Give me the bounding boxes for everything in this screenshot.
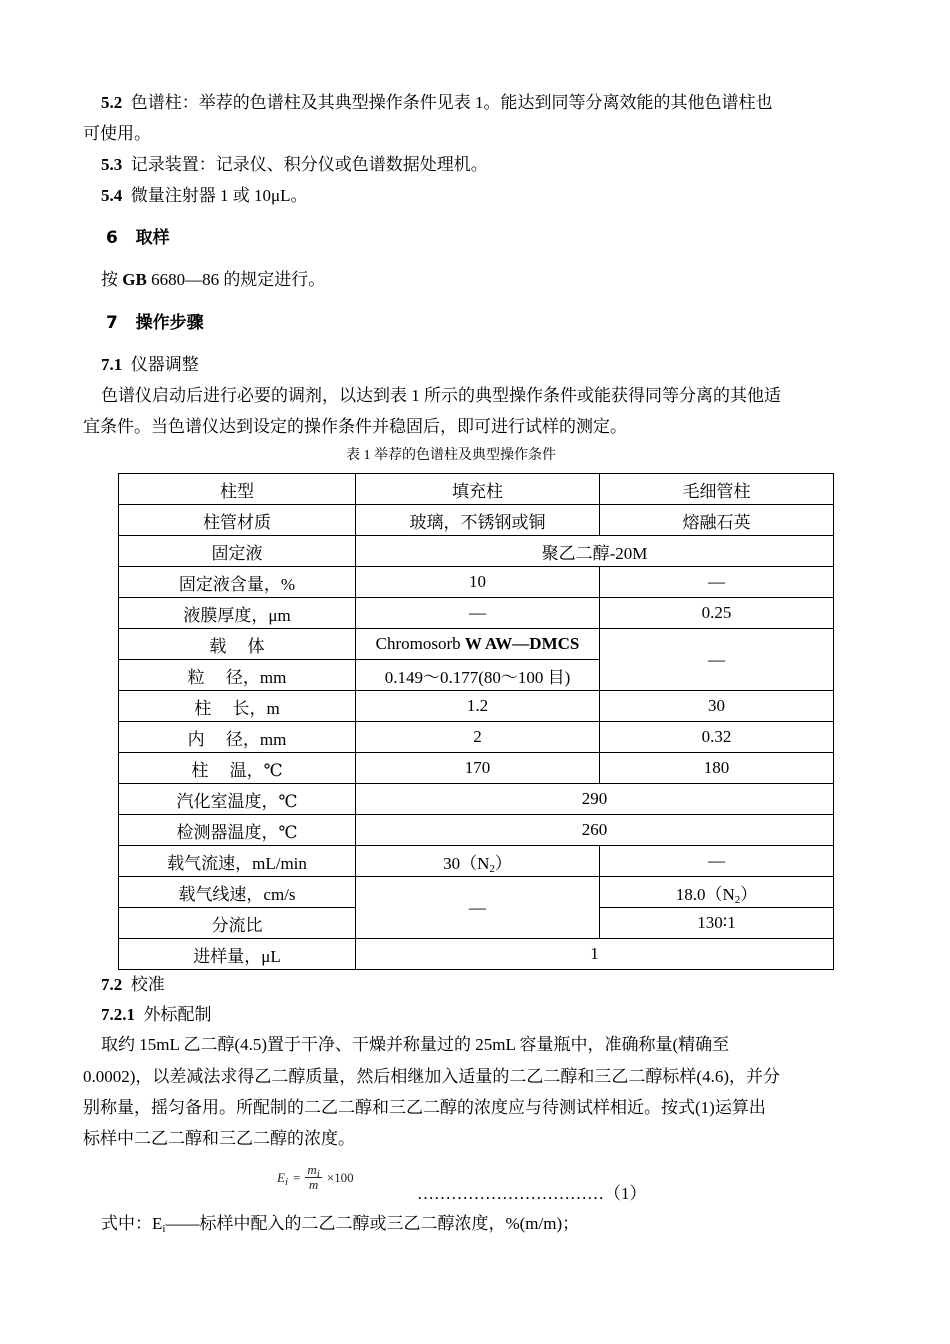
section-5-2-line1 [101,92,773,114]
sampling-text [101,269,325,291]
table-cell: — [600,567,834,598]
section-5-2-line2: 可使用。 [83,124,151,143]
section-title: 校准 [130,975,165,994]
section-text: 微量注射器 1 或 10μL。 [130,186,308,205]
cell-text: ） [494,853,512,873]
cell-text: Chromosorb [375,634,465,653]
table-cell: 聚乙二醇-20M [356,536,834,567]
subscript: 2 [489,862,495,875]
table-cell: 柱管材质 [119,505,356,536]
cell-text: ） [740,884,758,904]
table-cell: 液膜厚度，μm [119,598,356,629]
table-row [119,629,834,660]
table-row [119,505,834,536]
section-number: 7.1 [101,355,123,374]
text-part: 6680—86 的规定进行。 [146,270,326,289]
section-7-2-1-line4: 标样中二乙二醇和三乙二醇的浓度。 [83,1129,355,1148]
table-row [119,784,834,815]
table-cell: — [356,598,600,629]
formula-explanation [101,1213,579,1235]
table-cell: 汽化室温度，℃ [119,784,356,815]
table-cell: 0.149～0.177(80～100 目) [356,660,600,691]
table-cell: 分流比 [119,908,356,939]
formula-multiplier: ×100 [326,1169,354,1185]
table-cell: 固定液 [119,536,356,567]
fraction-numerator [305,1163,321,1178]
table-cell: 填充柱 [356,474,600,505]
cell-text: 30（N [443,853,490,873]
heading-7 [106,312,204,334]
table-cell: 1.2 [356,691,600,722]
formula-number: ……………………………（1） [417,1184,647,1203]
table-cell: 2 [356,722,600,753]
table-cell [356,846,600,877]
section-7-2-1-title [101,1004,212,1026]
table-cell: 检测器温度，℃ [119,815,356,846]
table-cell: 0.25 [600,598,834,629]
table-cell: 260 [356,815,834,846]
table-cell: 内 径，mm [119,722,356,753]
cell-text-bold: W AW—DMCS [464,634,580,653]
table-cell: 10 [356,567,600,598]
formula-symbol: m [307,1162,317,1177]
table-cell: — [600,846,834,877]
table-cell: 30 [600,691,834,722]
table-cell: 进样量，μL [119,939,356,970]
section-number: 7.2 [101,975,123,994]
subscript: i [284,1175,289,1188]
table-row [119,939,834,970]
section-title: 外标配制 [143,1005,212,1024]
subscript: i [162,1223,166,1235]
concentration-formula [277,1163,354,1192]
formula-symbol: E [277,1169,285,1185]
equals-sign: = [293,1169,301,1185]
table-cell: 1 [356,939,834,970]
section-5-4 [101,185,308,207]
table-row [119,877,834,908]
heading-6 [106,227,170,249]
formula-lhs [277,1170,288,1186]
section-title: 仪器调整 [130,355,199,374]
section-7-1-line2: 宜条件。当色谱仪达到设定的操作条件并稳固后，即可进行试样的测定。 [83,417,627,436]
table-row [119,753,834,784]
section-7-1-title [101,354,199,376]
table-cell: — [600,629,834,691]
table-cell: 170 [356,753,600,784]
table-row [119,722,834,753]
section-7-1-line1: 色谱仪启动后进行必要的调剂，以达到表 1 所示的典型操作条件或能获得同等分离的其他适 [101,386,781,405]
table-cell: 0.32 [600,722,834,753]
text-part: 按 [101,270,123,289]
table-caption: 表 1 举荐的色谱柱及典型操作条件 [346,448,556,463]
table-cell: 固定液含量，% [119,567,356,598]
section-number: 5.2 [101,93,123,112]
table-cell: 130∶1 [600,908,834,939]
heading-text: 操作步骤 [135,313,204,333]
table-cell: 柱型 [119,474,356,505]
table-cell: 毛细管柱 [600,474,834,505]
table-row [119,846,834,877]
table-cell: 290 [356,784,834,815]
subscript: 2 [734,893,741,906]
text-part: ——标样中配入的二乙二醇或三乙二醇浓度，%(m/m)； [165,1214,580,1233]
section-number: 5.4 [101,186,123,205]
cell-text: 18.0（N [675,884,735,904]
section-7-2-1-line1: 取约 15mL 乙二醇(4.5)置于干净、干燥并称量过的 25mL 容量瓶中，准确称量(精确至 [101,1035,730,1054]
table-cell: 熔融石英 [600,505,834,536]
text-part: 式中：E [101,1214,163,1233]
chromatography-conditions-table [118,473,834,970]
section-7-2-1-line2: 0.0002)，以差减法求得乙二醇质量，然后相继加入适量的二乙二醇和三乙二醇标样(4.6)，并分 [83,1067,780,1086]
standard-code: GB [122,270,147,289]
section-5-3 [101,154,488,176]
table-cell: 载气线速，cm/s [119,877,356,908]
section-text: 记录装置：记录仪、积分仪或色谱数据处理机。 [130,155,488,174]
section-number: 7.2.1 [101,1005,135,1024]
table-cell [356,629,600,660]
formula-fraction [305,1163,321,1192]
table-header-row [119,474,834,505]
section-number: 5.3 [101,155,123,174]
table-cell: 载气流速，mL/min [119,846,356,877]
table-cell: 粒 径，mm [119,660,356,691]
heading-number: 6 [106,228,118,248]
section-7-2-title [101,974,165,996]
table-row [119,815,834,846]
table-cell: 180 [600,753,834,784]
table-row [119,567,834,598]
table-cell: 玻璃，不锈钢或铜 [356,505,600,536]
section-7-2-1-line3: 别称量，摇匀备用。所配制的二乙二醇和三乙二醇的浓度应与待测试样相近。按式(1)运算出 [83,1098,766,1117]
table-cell: 柱 长，m [119,691,356,722]
heading-number: 7 [106,313,118,333]
table-cell [600,877,834,908]
fraction-denominator: m [308,1177,319,1192]
heading-text: 取样 [135,228,170,248]
table-cell: 柱 温，℃ [119,753,356,784]
table-row [119,691,834,722]
section-text: 色谱柱：举荐的色谱柱及其典型操作条件见表 1。能达到同等分离效能的其他色谱柱也 [130,93,773,112]
table-row [119,536,834,567]
table-cell: — [356,877,600,939]
table-row [119,598,834,629]
table-cell: 载 体 [119,629,356,660]
subscript: i [316,1168,320,1180]
